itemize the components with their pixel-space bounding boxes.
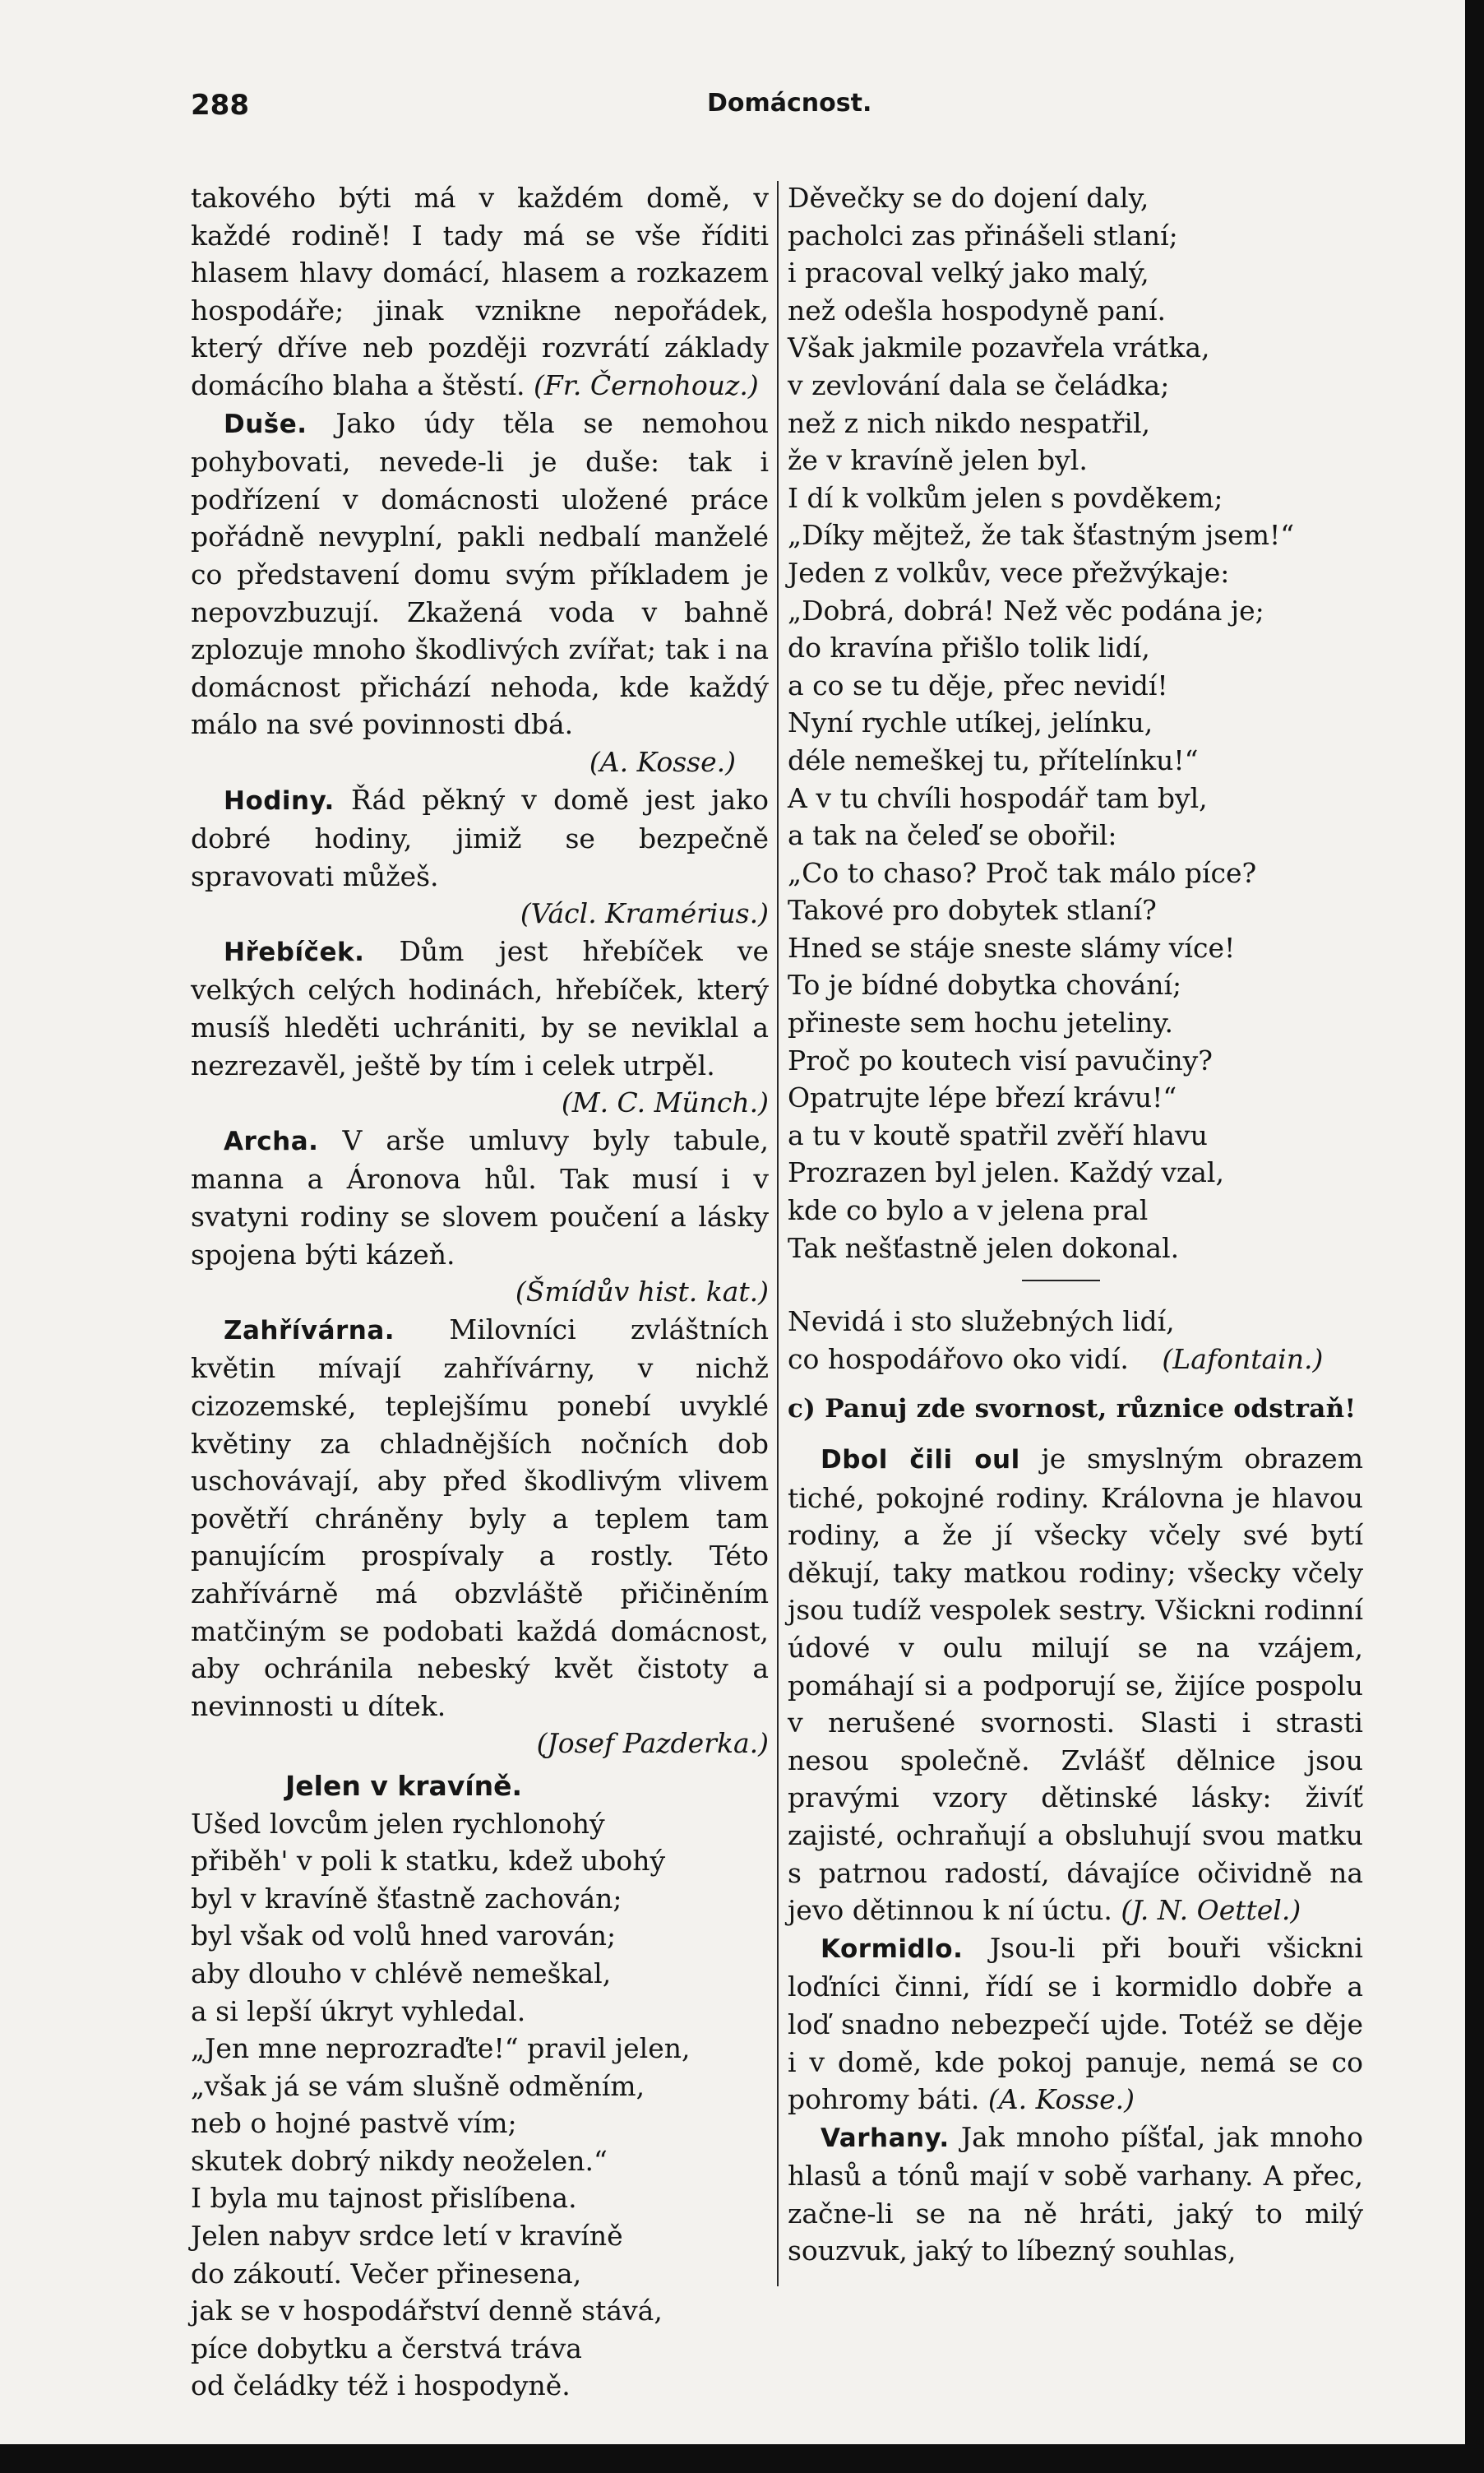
paragraph: takového býti má v každém domě, v každé rodině! I tady má se vše říditi hlasem hlavy domácí, hlasem a rozkazem hospodáře; jinak vznikne nepořádek, který dříve neb později rozvrátí základy domácího blaha a štěstí. (Fr. Černohouz.): [191, 182, 769, 401]
poem-line: že v kravíně jelen byl.: [788, 444, 1088, 477]
poem-line: Děvečky se do dojení daly,: [788, 182, 1149, 214]
entry-kormidlo: Kormidlo. Jsou-li při bouři všickni loďníci činni, řídí se i kormidlo dobře a loď snadno nebezpečí ujde. Totéž se děje i v domě, kde pokoj panuje, nemá se co pohromy báti. (A. Kosse.): [788, 1931, 1363, 2116]
source-citation: (Václ. Kramérius.): [520, 897, 769, 930]
source-citation: (Josef Pazderka.): [536, 1727, 769, 1760]
poem-line: přineste sem hochu jeteliny.: [788, 1007, 1173, 1040]
poem-line: To je bídné dobytka chování;: [788, 969, 1182, 1002]
poem-line: „však já se vám slušně odměním,: [191, 2069, 645, 2102]
poem-line: pacholci zas přinášeli stlaní;: [788, 219, 1178, 252]
poem-line: i pracoval velký jako malý,: [788, 257, 1149, 289]
poem-line: od čeládky též i hospodyně.: [191, 2369, 571, 2402]
moral-line: Nevidá i sto služebných lidí,: [788, 1305, 1175, 1338]
poem-right: [788, 179, 1363, 1267]
poem-line: I dí k volkům jelen s povděkem;: [788, 481, 1223, 514]
entry-term: Hodiny.: [224, 785, 335, 816]
poem-line: „Díky mějtež, že tak šťastným jsem!“: [788, 519, 1295, 552]
poem-line: A v tu chvíli hospodář tam byl,: [788, 781, 1208, 814]
poem-line: déle nemeškej tu, přítelínku!“: [788, 743, 1199, 776]
poem-line: než z nich nikdo nespatřil,: [788, 406, 1151, 439]
source-citation: (A. Kosse.): [589, 745, 736, 778]
page-number: 288: [191, 89, 249, 122]
poem-line: jak se v hospodářství denně stává,: [191, 2295, 663, 2327]
entry-term: Archa.: [224, 1126, 319, 1156]
left-column: [191, 179, 769, 2405]
poem-left: [191, 1805, 769, 2406]
source-citation: (M. C. Münch.): [561, 1086, 769, 1119]
separator-rule: [1022, 1280, 1100, 1281]
poem-line: a tak na čeleď se obořil:: [788, 819, 1117, 852]
poem-title: Jelen v kravíně.: [285, 1769, 523, 1802]
entry-duse: Duše. Jako údy těla se nemohou pohybovati, nevede-li je duše: tak i podřízení v domácnosti uložené práce pořádně nevyplní, pakli nedbalí manželé co představení domu svým příkladem je nepovzbuzují. Zkažená voda v bahně zplozuje mnoho škodlivých zvířat; tak i na domácnost přichází nehoda, kde každý málo na své povinnosti dbá.: [191, 406, 769, 741]
entry-term: Dbol čili oul: [821, 1445, 1020, 1475]
column-divider: [777, 181, 779, 2286]
poem-line: byl v kravíně šťastně zachován;: [191, 1882, 622, 1915]
running-title: Domácnost.: [707, 89, 872, 118]
poem-line: a tu v koutě spatřil zvěří hlavu: [788, 1118, 1208, 1151]
moral-line: co hospodářovo oko vidí. (Lafontain.): [788, 1342, 1324, 1375]
scan-border-right: [1465, 0, 1484, 2473]
poem-line: a co se tu děje, přec nevidí!: [788, 669, 1168, 702]
poem-line: přiběh' v poli k statku, kdež ubohý: [191, 1845, 666, 1878]
entry-archa: Archa. V arše umluvy byly tabule, manna a Áronova hůl. Tak musí i v svatyni rodiny se slovem poučení a lásky spojena býti kázeň.: [191, 1123, 769, 1271]
source-citation: (J. N. Oettel.): [1121, 1894, 1301, 1927]
poem-line: Proč po koutech visí pavučiny?: [788, 1044, 1213, 1077]
poem-line: Hned se stáje sneste slámy více!: [788, 931, 1236, 964]
entry-ul: Dbol čili oul je smyslným obrazem tiché, pokojné rodiny. Královna je hlavou rodiny, a že jí všecky včely své bytí děkují, taky matkou rodiny; všecky včely jsou tudíž vespolek sestry. Všickni rodinní údové v oulu milují se na vzájem, pomáhají si a podporují se, žijíce pospolu v nerušené svornosti. Slasti i strasti nesou společně. Zvlášť dělnice jsou pravými vzory dětinské lásky: živíť zajisté, ochraňují a obsluhují svou matku s patrnou radostí, dávajíce očividně na jevo dětinnou k ní úctu. (J. N. Oettel.): [788, 1443, 1363, 1927]
entry-term: Duše.: [224, 409, 307, 439]
poem-line: byl však od volů hned varován;: [191, 1920, 617, 1952]
poem-line: Jelen nabyv srdce letí v kravíně: [191, 2220, 623, 2253]
poem-line: Jeden z volkův, vece přežvýkaje:: [788, 556, 1230, 589]
poem-line: do kravína přišlo tolik lidí,: [788, 632, 1150, 665]
poem-line: do zákoutí. Večer přinesena,: [191, 2257, 582, 2290]
poem-line: Ušed lovcům jelen rychlonohý: [191, 1807, 605, 1840]
entry-term: Kormidlo.: [821, 1933, 964, 1964]
poem-line: Prozrazen byl jelen. Každý vzal,: [788, 1156, 1224, 1189]
entry-term: Varhany.: [821, 2123, 950, 2153]
poem-line: Opatrujte lépe březí krávu!“: [788, 1081, 1177, 1114]
entry-hrebicek: Hřebíček. Dům jest hřebíček ve velkých celých hodinách, hřebíček, který musíš hleděti uchrániti, by se neviklal a nezrezavěl, ještě by tím i celek utrpěl.: [191, 934, 769, 1081]
poem-line: I byla mu tajnost přislíbena.: [191, 2182, 577, 2215]
poem-line: kde co bylo a v jelena pral: [788, 1194, 1149, 1227]
right-column: [788, 179, 1363, 2270]
source-citation: (Fr. Černohouz.): [534, 368, 759, 401]
poem-line: „Co to chaso? Proč tak málo píce?: [788, 856, 1257, 889]
entry-term: Hřebíček.: [224, 937, 365, 967]
poem-line: aby dlouho v chlévě nemeškal,: [191, 1957, 612, 1989]
poem-line: „Dobrá, dobrá! Než věc podána je;: [788, 594, 1264, 627]
poem-line: neb o hojné pastvě vím;: [191, 2107, 517, 2140]
poem-line: Však jakmile pozavřela vrátka,: [788, 331, 1210, 364]
poem-line: Nyní rychle utíkej, jelínku,: [788, 706, 1153, 739]
poem-line: a si lepší úkryt vyhledal.: [191, 1994, 526, 2027]
poem-line: skutek dobrý nikdy neoželen.“: [191, 2144, 608, 2177]
poem-line: píce dobytku a čerstvá tráva: [191, 2332, 582, 2364]
poem-line: v zevlování dala se čeládka;: [788, 368, 1170, 401]
entry-zahrivarna: Zahřívárna. Milovníci zvláštních květin mívají zahřívárny, v nichž cizozemské, teplejšímu ponebí uvyklé květiny za chladnějších nočních dob uschovávají, aby před škodlivým vlivem povětří chráněny byly a teplem tam panujícím prospívaly a rostly. Této zahřívárně má obzvláště přičiněním matčiným se podobati každá domácnost, aby ochránila nebeský květ čistoty a nevinnosti u dítek.: [191, 1313, 769, 1722]
poem-line: „Jen mne neprozraďte!“ pravil jelen,: [191, 2032, 691, 2065]
entry-term: Zahřívárna.: [224, 1315, 395, 1345]
section-heading: c) Panuj zde svornost, různice odstraň!: [788, 1394, 1357, 1424]
source-citation: (Šmídův hist. kat.): [515, 1276, 769, 1308]
poem-line: Takové pro dobytek stlaní?: [788, 894, 1157, 927]
poem-line: než odešla hospodyně paní.: [788, 294, 1167, 326]
entry-varhany: Varhany. Jak mnoho píšťal, jak mnoho hlasů a tónů mají v sobě varhany. A přec, začne-li se na ně hráti, jaký to milý souzvuk, jaký to líbezný souhlas,: [788, 2120, 1363, 2267]
source-citation: (A. Kosse.): [987, 2083, 1135, 2116]
poem-line: Tak nešťastně jelen dokonal.: [788, 1231, 1180, 1264]
entry-hodiny: Hodiny. Řád pěkný v domě jest jako dobré hodiny, jimiž se bezpečně spravovati můžeš.: [191, 783, 769, 892]
scan-border-bottom: [0, 2444, 1484, 2473]
source-citation: (Lafontain.): [1162, 1342, 1324, 1375]
